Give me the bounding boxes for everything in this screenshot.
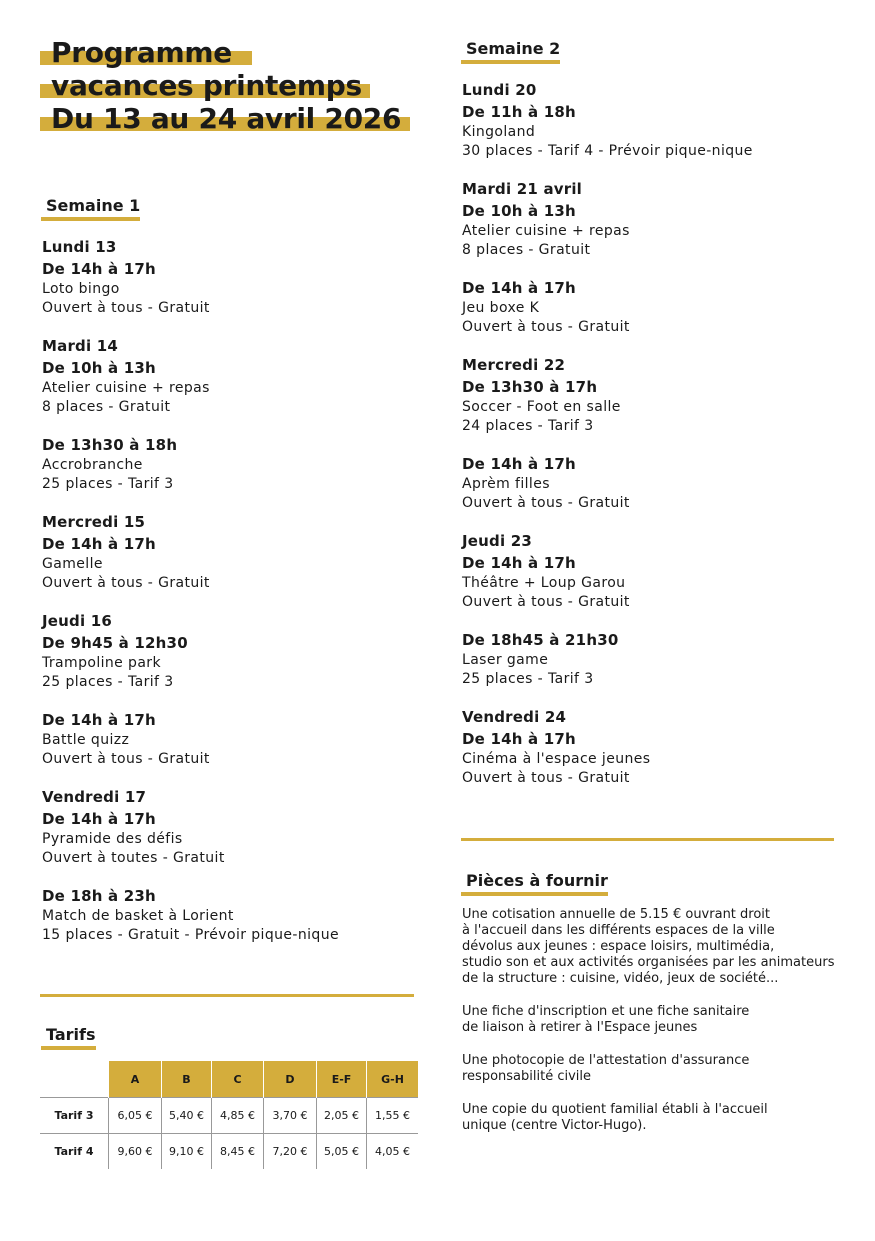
event-activity: Atelier cuisine + repas [42, 380, 210, 396]
event-time: De 13h30 à 17h [462, 378, 598, 396]
tarifs-row-label: Tarif 3 [40, 1098, 109, 1134]
tarifs-column-header: B [162, 1061, 212, 1098]
event-time: De 14h à 17h [42, 535, 156, 553]
pieces-line: Une fiche d'inscription et une fiche sanitaire [462, 1004, 750, 1019]
tarifs-column-header: A [109, 1061, 162, 1098]
pieces-paragraph [462, 1053, 842, 1085]
pieces-line: Une cotisation annuelle de 5.15 € ouvrant droit [462, 907, 771, 922]
page-title [40, 36, 401, 135]
heading-underline [41, 217, 140, 221]
tarifs-cell: 3,70 € [264, 1098, 317, 1134]
event-time: De 14h à 17h [42, 260, 156, 278]
event-info: 30 places - Tarif 4 - Prévoir pique-nique [462, 143, 753, 159]
title-line: Du 13 au 24 avril 2026 [40, 102, 401, 135]
divider [40, 994, 414, 997]
pieces-list [462, 907, 842, 1151]
tarifs-column-header: G-H [367, 1061, 419, 1098]
heading-underline [461, 60, 560, 64]
week2-event-list [462, 79, 753, 805]
tarifs-cell: 9,10 € [162, 1134, 212, 1170]
event-activity: Pyramide des défis [42, 831, 183, 847]
pieces-paragraph [462, 1102, 842, 1134]
pieces-paragraph [462, 1004, 842, 1036]
tarifs-corner-cell [40, 1061, 109, 1098]
heading-underline [41, 1046, 96, 1050]
table-row [40, 1134, 418, 1170]
event-item [462, 79, 753, 161]
event-day: Jeudi 16 [42, 612, 113, 630]
event-info: 24 places - Tarif 3 [462, 418, 594, 434]
tarifs-header-row [40, 1061, 418, 1098]
event-time: De 18h45 à 21h30 [462, 631, 619, 649]
event-info: Ouvert à tous - Gratuit [42, 300, 210, 316]
event-info: Ouvert à tous - Gratuit [462, 319, 630, 335]
event-day: Vendredi 24 [462, 708, 567, 726]
tarifs-column-header: D [264, 1061, 317, 1098]
tarifs-column-header: E-F [317, 1061, 367, 1098]
pieces-line: de liaison à retirer à l'Espace jeunes [462, 1020, 698, 1035]
event-time: De 13h30 à 18h [42, 436, 178, 454]
event-item [42, 511, 339, 593]
event-activity: Laser game [462, 652, 549, 668]
event-day: Vendredi 17 [42, 788, 147, 806]
event-day: Mercredi 15 [42, 513, 146, 531]
event-activity: Battle quizz [42, 732, 130, 748]
event-info: Ouvert à tous - Gratuit [462, 594, 630, 610]
event-time: De 9h45 à 12h30 [42, 634, 188, 652]
event-item [462, 530, 753, 612]
event-item [462, 453, 753, 513]
event-time: De 14h à 17h [462, 554, 576, 572]
event-day: Jeudi 23 [462, 532, 533, 550]
event-activity: Match de basket à Lorient [42, 908, 234, 924]
event-info: 8 places - Gratuit [42, 399, 171, 415]
event-info: Ouvert à tous - Gratuit [462, 495, 630, 511]
tarifs-cell: 9,60 € [109, 1134, 162, 1170]
event-item [462, 277, 753, 337]
tarifs-cell: 8,45 € [212, 1134, 264, 1170]
pieces-line: à l'accueil dans les différents espaces de la ville [462, 923, 775, 938]
event-time: De 14h à 17h [462, 279, 576, 297]
event-activity: Aprèm filles [462, 476, 550, 492]
tarifs-cell: 5,40 € [162, 1098, 212, 1134]
event-info: 15 places - Gratuit - Prévoir pique-nique [42, 927, 339, 943]
event-activity: Accrobranche [42, 457, 143, 473]
table-row [40, 1098, 418, 1134]
event-item [462, 629, 753, 689]
week2-heading: Semaine 2 [461, 39, 560, 64]
event-item [462, 178, 753, 260]
pieces-heading: Pièces à fournir [461, 871, 608, 896]
event-time: De 14h à 17h [42, 810, 156, 828]
heading-underline [461, 892, 608, 896]
tarifs-column-header: C [212, 1061, 264, 1098]
tarifs-cell: 4,05 € [367, 1134, 419, 1170]
event-item [462, 354, 753, 436]
event-info: Ouvert à toutes - Gratuit [42, 850, 225, 866]
event-day: Lundi 20 [462, 81, 537, 99]
event-time: De 18h à 23h [42, 887, 156, 905]
event-day: Mercredi 22 [462, 356, 566, 374]
event-activity: Jeu boxe K [462, 300, 540, 316]
pieces-line: studio son et aux activités organisées par les animateurs [462, 955, 835, 970]
event-time: De 14h à 17h [462, 455, 576, 473]
event-activity: Kingoland [462, 124, 536, 140]
event-item [42, 610, 339, 692]
week1-event-list [42, 236, 339, 962]
week1-heading: Semaine 1 [41, 196, 140, 221]
event-time: De 14h à 17h [42, 711, 156, 729]
event-time: De 10h à 13h [42, 359, 156, 377]
tarifs-cell: 5,05 € [317, 1134, 367, 1170]
event-item [42, 236, 339, 318]
pieces-line: Une copie du quotient familial établi à l'accueil [462, 1102, 768, 1117]
title-line: Programme [40, 36, 401, 69]
event-item [42, 335, 339, 417]
tarifs-body [40, 1098, 418, 1170]
event-info: Ouvert à tous - Gratuit [42, 751, 210, 767]
event-info: Ouvert à tous - Gratuit [462, 770, 630, 786]
title-line: vacances printemps [40, 69, 401, 102]
tarifs-cell: 7,20 € [264, 1134, 317, 1170]
event-item [42, 885, 339, 945]
tarifs-cell: 2,05 € [317, 1098, 367, 1134]
event-item [462, 706, 753, 788]
event-info: 8 places - Gratuit [462, 242, 591, 258]
event-day: Lundi 13 [42, 238, 117, 256]
tarifs-heading: Tarifs [41, 1025, 96, 1050]
event-activity: Cinéma à l'espace jeunes [462, 751, 651, 767]
event-activity: Loto bingo [42, 281, 120, 297]
divider [461, 838, 834, 841]
event-time: De 10h à 13h [462, 202, 576, 220]
event-activity: Trampoline park [42, 655, 161, 671]
event-time: De 11h à 18h [462, 103, 576, 121]
event-activity: Théâtre + Loup Garou [462, 575, 626, 591]
tarifs-cell: 1,55 € [367, 1098, 419, 1134]
tarifs-row-label: Tarif 4 [40, 1134, 109, 1170]
pieces-line: responsabilité civile [462, 1069, 592, 1084]
event-time: De 14h à 17h [462, 730, 576, 748]
event-activity: Gamelle [42, 556, 103, 572]
event-item [42, 709, 339, 769]
pieces-line: Une photocopie de l'attestation d'assurance [462, 1053, 750, 1068]
event-day: Mardi 21 avril [462, 180, 583, 198]
pieces-line: dévolus aux jeunes : espace loisirs, multimédia, [462, 939, 775, 954]
event-item [42, 786, 339, 868]
event-activity: Soccer - Foot en salle [462, 399, 621, 415]
tarifs-cell: 6,05 € [109, 1098, 162, 1134]
event-info: 25 places - Tarif 3 [462, 671, 594, 687]
event-activity: Atelier cuisine + repas [462, 223, 630, 239]
pieces-line: unique (centre Victor-Hugo). [462, 1118, 647, 1133]
event-item [42, 434, 339, 494]
event-day: Mardi 14 [42, 337, 119, 355]
event-info: 25 places - Tarif 3 [42, 674, 174, 690]
event-info: Ouvert à tous - Gratuit [42, 575, 210, 591]
pieces-line: de la structure : cuisine, vidéo, jeux de société... [462, 971, 779, 986]
tarifs-table [40, 1061, 418, 1169]
event-info: 25 places - Tarif 3 [42, 476, 174, 492]
tarifs-cell: 4,85 € [212, 1098, 264, 1134]
pieces-paragraph [462, 907, 842, 987]
